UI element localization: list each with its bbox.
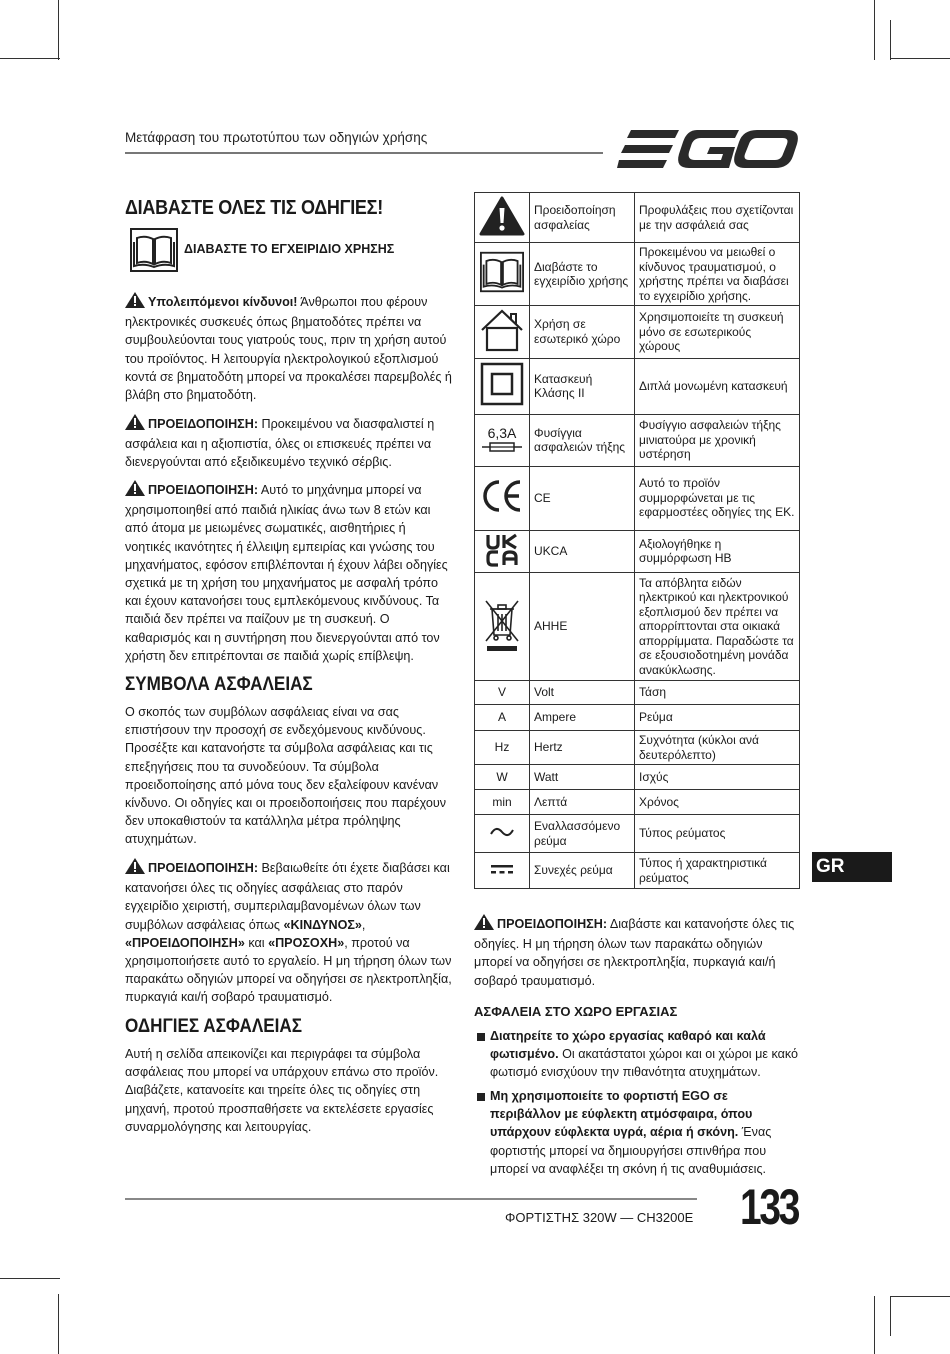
bullet-bold: Μη χρησιμοποιείτε το φορτιστή EGO σε περιβάλλον με εύφλεκτη ατμόσφαιρα, όπου υπάρχουν εύφλεκτα υγρά, αέρια ή σκόνη.	[490, 1089, 753, 1140]
dc-current-icon	[489, 864, 515, 878]
symbol-cell	[475, 530, 530, 573]
class-ii-icon	[480, 395, 524, 409]
safety-symbols-table	[474, 192, 800, 889]
caution-term: «ΠΡΟΣΟΧΗ»	[268, 935, 345, 950]
symbol-name-cell: Watt	[530, 765, 635, 790]
bullet-text: Οι ακατάστατοι χώροι και οι χώροι με κακό φωτισμό ενισχύουν την πιθανότητα ατυχημάτων.	[490, 1047, 799, 1080]
table-row	[475, 765, 800, 790]
symbol-meaning-cell: Προκειμένου να μειωθεί ο κίνδυνος τραυματισμού, ο χρήστης πρέπει να διαβάσει το εγχειρίδιο χρήσης.	[635, 243, 800, 306]
warning-triangle-icon	[474, 914, 494, 935]
bullet-item	[490, 1087, 802, 1178]
crop-mark	[0, 58, 60, 59]
crop-mark	[874, 1296, 875, 1354]
separator: ,	[361, 917, 366, 932]
symbol-name-cell: Ampere	[530, 705, 635, 731]
warning-read-all-paragraph	[474, 914, 796, 990]
crop-mark	[58, 1294, 59, 1354]
table-row	[475, 243, 800, 306]
symbol-name-cell: Συνεχές ρεύμα	[530, 853, 635, 889]
warning-heading: ΠΡΟΕΙΔΟΠΟΙΗΣΗ:	[497, 917, 608, 931]
residual-risks-paragraph	[125, 292, 455, 404]
read-manual-label: ΔΙΑΒΑΣΤΕ ΤΟ ΕΓΧΕΙΡΙΔΙΟ ΧΡΗΣΗΣ	[184, 242, 395, 256]
symbol-cell	[475, 815, 530, 853]
crop-mark	[890, 1296, 891, 1336]
residual-risks-text: Άνθρωποι που φέρουν ηλεκτρονικές συσκευές όπως βηματοδότες πρέπει να συμβουλεύονται τους γιατρούς τους, πριν τη χρήση αυτού του προϊόντος. Η λειτουργία ηλεκτρολογικού εξοπλισμού κοντά σε βηματοδότη μπορεί να προκαλέσει παρεμβολές ή βλάβη στο βηματοδότη.	[125, 295, 452, 403]
fuse-icon	[482, 441, 522, 455]
warning-heading: ΠΡΟΕΙΔΟΠΟΙΗΣΗ:	[148, 483, 259, 497]
table-row	[475, 790, 800, 815]
table-row	[475, 853, 800, 889]
symbol-cell: min	[475, 790, 530, 815]
residual-risks-heading: Υπολειπόμενοι κίνδυνοι!	[148, 295, 298, 309]
symbol-cell	[475, 466, 530, 530]
indoor-house-icon	[479, 341, 525, 355]
symbol-cell	[475, 306, 530, 359]
warning-heading: ΠΡΟΕΙΔΟΠΟΙΗΣΗ:	[148, 861, 259, 875]
symbol-name-cell: Φυσίγγια ασφαλειών τήξης	[530, 414, 635, 466]
symbol-meaning-cell: Τα απόβλητα ειδών ηλεκτρικού και ηλεκτρονικού εξοπλισμού δεν πρέπει να απορρίπτονται στα οικιακά απορρίμματα. Παραδώστε τα σε εξουσιοδοτημένη μονάδα ανακύκλωσης.	[635, 573, 800, 681]
symbol-name-cell: Εναλλασσόμενο ρεύμα	[530, 815, 635, 853]
table-row	[475, 358, 800, 414]
symbol-meaning-cell: Χρόνος	[635, 790, 800, 815]
warning-triangle-icon	[125, 480, 145, 501]
crop-mark	[0, 1278, 60, 1279]
ukca-mark-icon	[485, 556, 519, 570]
symbol-meaning-cell: Αξιολογήθηκε η συμμόρφωση ΗΒ	[635, 530, 800, 573]
warning-read-symbols-paragraph	[125, 858, 455, 1007]
footer-rule	[125, 1198, 697, 1200]
weee-bin-icon	[482, 642, 522, 656]
symbol-cell	[475, 853, 530, 889]
workspace-safety-title: ΑΣΦΑΛΕΙΑ ΣΤΟ ΧΩΡΟ ΕΡΓΑΣΙΑΣ	[474, 1004, 678, 1019]
symbol-meaning-cell: Τύπος ρεύματος	[635, 815, 800, 853]
symbols-paragraph: Ο σκοπός των συμβόλων ασφάλειας είναι να σας επιστήσουν την προσοχή σε ενδεχόμενους κινδύνους. Προσέξτε και κατανοήστε τα σύμβολα ασφάλειας και τις επεξηγήσεις που τα συνοδεύουν. Τα σύμβολα προειδοποίησης από μόνα τους δεν εξαλείφουν κανέναν κίνδυνο. Οι οδηγίες και οι προειδοποιήσεις που παρέχουν δεν υποκαθιστούν τα κατάλληλα μέτρα πρόληψης ατυχημάτων.	[125, 705, 447, 847]
symbol-name-cell: Χρήση σε εσωτερικό χώρο	[530, 306, 635, 359]
symbol-cell	[475, 573, 530, 681]
warning-text: Διαβάστε και κατανοήστε όλες τις οδηγίες. Η μη τήρηση όλων των παρακάτω οδηγιών μπορεί να οδηγήσει σε ηλεκτροπληξία, πυρκαγιά και/ή σοβαρό τραυματισμό.	[474, 917, 795, 988]
symbol-cell	[475, 243, 530, 306]
header-rule	[125, 152, 603, 154]
symbol-name-cell: Διαβάστε το εγχειρίδιο χρήσης	[530, 243, 635, 306]
symbol-cell: A	[475, 705, 530, 731]
symbol-name-cell: Hertz	[530, 731, 635, 765]
table-row	[475, 530, 800, 573]
symbol-meaning-cell: Τύπος ή χαρακτηριστικά ρεύματος	[635, 853, 800, 889]
symbol-name-cell: CE	[530, 466, 635, 530]
ce-mark-icon	[480, 502, 524, 516]
symbol-meaning-cell: Χρησιμοποιείτε τη συσκευή μόνο σε εσωτερικούς χώρους	[635, 306, 800, 359]
symbol-meaning-cell: Προφυλάξεις που σχετίζονται με την ασφάλειά σας	[635, 193, 800, 243]
crop-mark	[890, 1296, 950, 1297]
table-row	[475, 306, 800, 359]
symbol-cell	[475, 358, 530, 414]
bullet-item	[490, 1027, 802, 1082]
table-row	[475, 573, 800, 681]
warning-repairs-paragraph	[125, 414, 455, 472]
title-read-all: ΔΙΑΒΑΣΤΕ ΟΛΕΣ ΤΙΣ ΟΔΗΓΙΕΣ!	[125, 197, 383, 219]
symbol-name-cell: Κατασκευή Κλάσης II	[530, 358, 635, 414]
symbol-name-cell: UKCA	[530, 530, 635, 573]
warning-triangle-icon	[125, 292, 145, 313]
table-row	[475, 681, 800, 705]
warning-term: «ΠΡΟΕΙΔΟΠΟΙΗΣΗ»	[125, 935, 245, 950]
read-manual-icon	[480, 282, 524, 296]
title-safety-symbols: ΣΥΜΒΟΛΑ ΑΣΦΑΛΕΙΑΣ	[125, 674, 313, 695]
ac-wave-icon	[489, 828, 515, 842]
crop-mark	[890, 20, 891, 60]
warning-children-paragraph	[125, 480, 455, 665]
symbol-name-cell: Λεπτά	[530, 790, 635, 815]
warning-triangle-icon	[479, 225, 525, 239]
warning-text: Προκειμένου να διασφαλιστεί η ασφάλεια και η αξιοπιστία, όλες οι επισκευές πρέπει να διενεργούνται από εξειδικευμένο τεχνικό σέρβις.	[125, 417, 435, 470]
table-row	[475, 414, 800, 466]
ego-logo	[617, 128, 799, 177]
bullet	[477, 1033, 485, 1041]
table-row	[475, 193, 800, 243]
symbol-name-cell: Προειδοποίηση ασφαλείας	[530, 193, 635, 243]
symbol-meaning-cell: Διπλά μονωμένη κατασκευή	[635, 358, 800, 414]
bullet-text: Ένας φορτιστής μπορεί να δημιουργήσει σπινθήρα που μπορεί να αναφλέξει τη σκόνη ή τις αναθυμιάσεις.	[490, 1125, 772, 1176]
footer-product: ΦΟΡΤΙΣΤΗΣ 320W — CH3200E	[505, 1210, 694, 1225]
symbol-name-cell: ΑΗΗΕ	[530, 573, 635, 681]
bullet	[477, 1093, 485, 1101]
table-row	[475, 466, 800, 530]
table-row	[475, 815, 800, 853]
crop-mark	[874, 0, 875, 60]
crop-mark	[58, 0, 59, 60]
symbol-cell	[475, 414, 530, 466]
warning-text-end: , προτού να χρησιμοποιήσετε αυτό το εργαλείο. Η μη τήρηση όλων των παρακάτω οδηγιών μπορεί να οδηγήσει σε ηλεκτροπληξία, πυρκαγιά και/ή σοβαρό τραυματισμό.	[125, 935, 452, 1005]
symbol-cell	[475, 193, 530, 243]
symbol-meaning-cell: Φυσίγγιο ασφαλειών τήξης μινιατούρα με χρονική υστέρηση	[635, 414, 800, 466]
warning-text: Αυτό το μηχάνημα μπορεί να χρησιμοποιηθεί από παιδιά ηλικίας άνω των 8 ετών και από άτομα με μειωμένες σωματικές, αισθητήριες ή νοητικές ικανότητες ή έλλειψη εμπειρίας και γνώσης του μηχανήματος, εφόσον επιβλέπονται ή έχουν λάβει οδηγίες σχετικά με τη χρήση του μηχανήματος με ασφαλή τρόπο και έχουν κατανοήσει τους εμπλεκόμενους κινδύνους. Τα παιδιά δεν πρέπει να παίζουν με τη συσκευή. Ο καθαρισμός και η συντήρηση που διενεργούνται από τον χρήστη δεν επιτρέπονται σε παιδιά χωρίς επίβλεψη.	[125, 483, 448, 663]
title-safety-instructions: ΟΔΗΓΙΕΣ ΑΣΦΑΛΕΙΑΣ	[125, 1016, 303, 1037]
warning-triangle-icon	[125, 858, 145, 879]
symbol-meaning-cell: Ρεύμα	[635, 705, 800, 731]
danger-term: «ΚΙΝΔΥΝΟΣ»	[283, 917, 362, 932]
page-number: 133	[740, 1179, 799, 1235]
warning-text: Βεβαιωθείτε ότι έχετε διαβάσει και κατανοήσει όλες τις οδηγίες ασφάλειας στο παρόν εγχειρίδιο χειριστή, συμπεριλαμβανομένων όλων των συμβόλων ασφάλειας όπως	[125, 861, 450, 932]
symbol-meaning-cell: Ισχύς	[635, 765, 800, 790]
translation-note: Μετάφραση του πρωτοτύπου των οδηγιών χρήσης	[125, 130, 428, 145]
symbol-cell: W	[475, 765, 530, 790]
warning-heading: ΠΡΟΕΙΔΟΠΟΙΗΣΗ:	[148, 417, 259, 431]
symbol-meaning-cell: Τάση	[635, 681, 800, 705]
conjunction: και	[244, 935, 269, 950]
crop-mark	[890, 58, 950, 59]
table-row	[475, 705, 800, 731]
bullet-bold: Διατηρείτε το χώρο εργασίας καθαρό και καλά φωτισμένο.	[490, 1029, 766, 1062]
instructions-paragraph: Αυτή η σελίδα απεικονίζει και περιγράφει τα σύμβολα ασφάλειας που μπορεί να υπάρχουν επάνω στο προϊόν. Διαβάζετε, κατανοείτε και τηρείτε όλες τις οδηγίες στη μηχανή, προτού προσπαθήσετε να εκτελέσετε εργασίες συναρμολόγησης και λειτουργίας.	[125, 1047, 439, 1134]
symbol-cell: Hz	[475, 731, 530, 765]
fuse-rating: 6,3A	[487, 424, 517, 441]
table-row	[475, 731, 800, 765]
symbol-name-cell: Volt	[530, 681, 635, 705]
symbol-cell: V	[475, 681, 530, 705]
symbol-meaning-cell: Αυτό το προϊόν συμμορφώνεται με τις εφαρμοστέες οδηγίες της ΕΚ.	[635, 466, 800, 530]
language-tab: GR	[812, 852, 892, 882]
warning-triangle-icon	[125, 414, 145, 435]
symbol-meaning-cell: Συχνότητα (κύκλοι ανά δευτερόλεπτο)	[635, 731, 800, 765]
read-manual-icon	[130, 228, 178, 277]
